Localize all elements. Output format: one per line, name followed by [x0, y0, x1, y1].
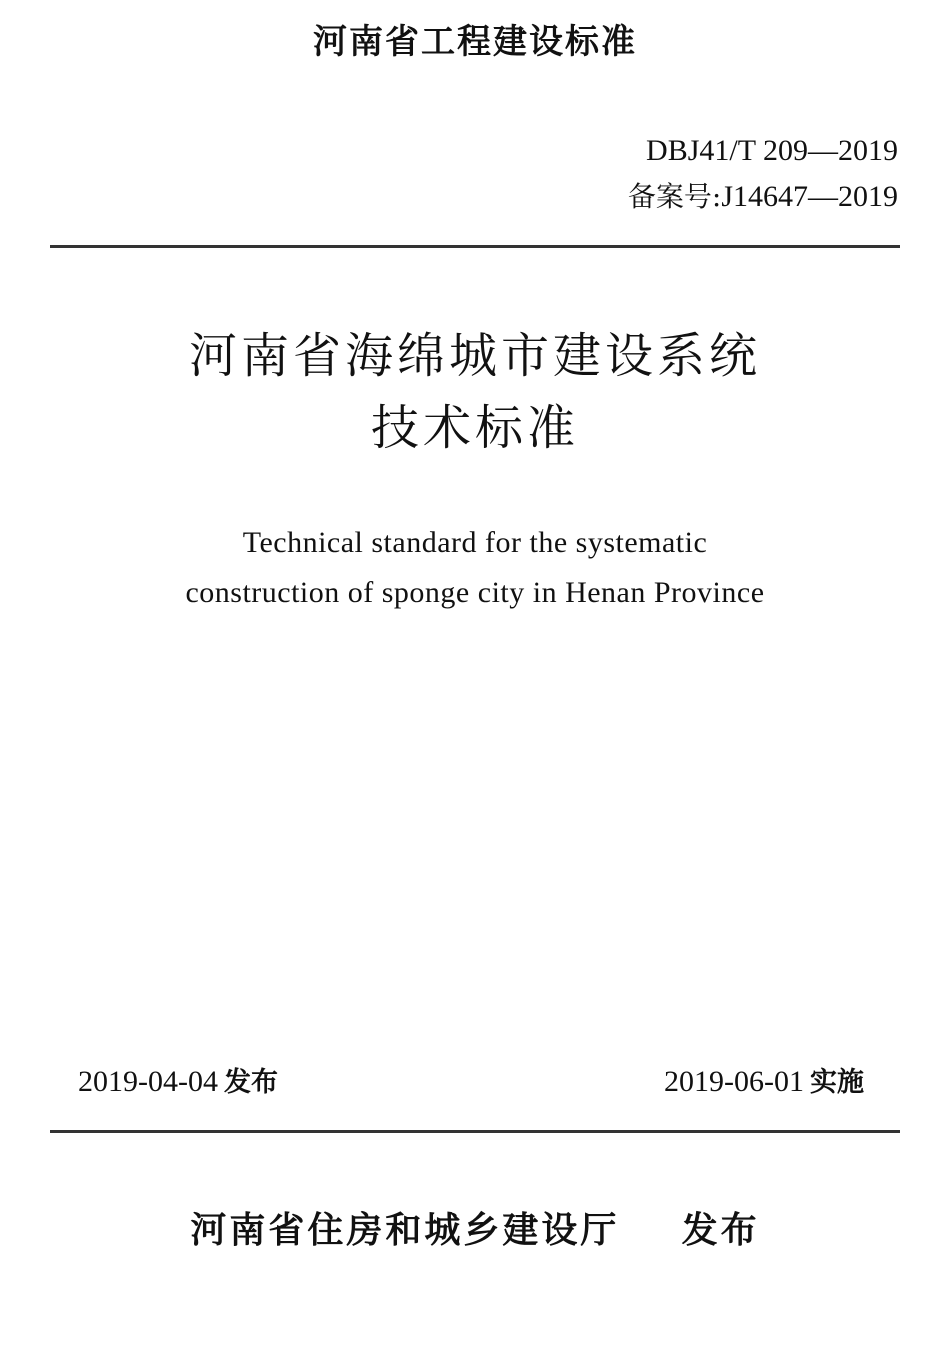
- effective-label: 实施: [810, 1067, 864, 1098]
- document-title-english: [0, 518, 950, 618]
- publisher-line: [0, 1205, 950, 1257]
- issue-date-value: 2019-04-04: [78, 1065, 218, 1098]
- top-divider: [50, 245, 900, 248]
- filing-number-line: [628, 174, 898, 220]
- document-title-chinese: [0, 320, 950, 464]
- filing-label: 备案号:: [627, 180, 722, 213]
- issue-date: [78, 1060, 278, 1105]
- issue-label: 发布: [223, 1067, 278, 1098]
- publisher-action: 发布: [681, 1210, 760, 1251]
- standard-code-block: [628, 128, 898, 220]
- publisher-name: 河南省住房和城乡建设厅: [190, 1210, 620, 1251]
- title-en-line-1: Technical standard for the systematic: [242, 526, 708, 559]
- filing-number: J14647—2019: [721, 180, 898, 213]
- standard-series-heading: 河南省工程建设标准: [313, 22, 637, 62]
- title-en-line-2: construction of sponge city in Henan Province: [185, 576, 765, 609]
- effective-date: [664, 1060, 864, 1105]
- title-cn-line-2: 技术标准: [370, 400, 579, 456]
- title-cn-line-1: 河南省海绵城市建设系统: [188, 328, 761, 384]
- effective-date-value: 2019-06-01: [664, 1065, 804, 1098]
- bottom-divider: [50, 1130, 900, 1133]
- standard-code: DBJ41/T 209—2019: [646, 134, 898, 167]
